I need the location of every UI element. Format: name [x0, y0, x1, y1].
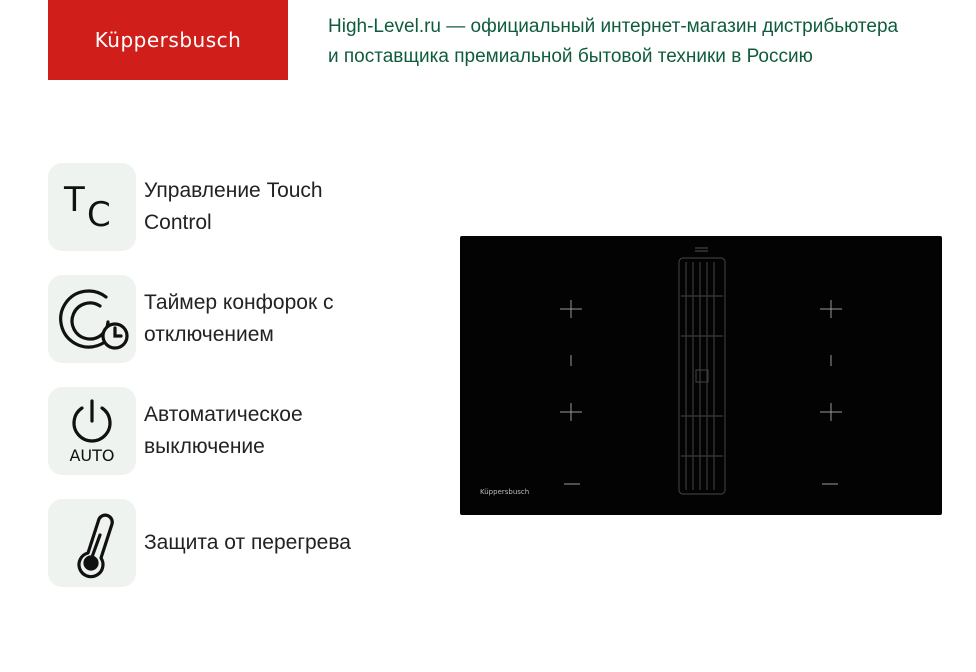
- feature-label-line-2: выключение: [144, 435, 265, 458]
- feature-label: [144, 287, 404, 351]
- header-line-2: и поставщика премиальной бытовой техники в Россию: [328, 46, 813, 67]
- timer-icon: [48, 275, 136, 363]
- feature-label-line-1: Управление Touch: [144, 179, 323, 202]
- feature-touch-control: [48, 163, 404, 251]
- feature-label-line-1: Таймер конфорок с: [144, 291, 334, 314]
- feature-label: [144, 527, 404, 559]
- power-icon: [48, 387, 136, 475]
- feature-label-line-1: Защита от перегрева: [144, 531, 351, 554]
- hob-brand-text: Küppersbusch: [480, 488, 530, 496]
- touch-control-icon-t: T: [64, 180, 85, 220]
- hob-top-indicator: [695, 248, 708, 251]
- feature-label-line-2: Control: [144, 211, 212, 234]
- hob-image: [460, 236, 942, 515]
- feature-auto-off: [48, 387, 404, 475]
- downdraft-grille: [679, 258, 725, 494]
- touch-control-icon-c: C: [87, 195, 111, 235]
- power-icon-auto-text: AUTO: [69, 446, 115, 465]
- feature-label: [144, 175, 404, 239]
- feature-timer: [48, 275, 404, 363]
- brand-logo-text: Küppersbusch: [94, 28, 242, 52]
- thermometer-icon: [48, 499, 136, 587]
- feature-label: [144, 399, 404, 463]
- touch-control-icon: [48, 163, 136, 251]
- brand-logo[interactable]: [48, 0, 288, 80]
- header-line-1: High-Level.ru — официальный интернет-магазин дистрибьютера: [328, 16, 899, 37]
- feature-overheat: [48, 499, 404, 587]
- feature-label-line-2: отключением: [144, 323, 274, 346]
- header-tagline: [328, 12, 948, 72]
- feature-label-line-1: Автоматическое: [144, 403, 303, 426]
